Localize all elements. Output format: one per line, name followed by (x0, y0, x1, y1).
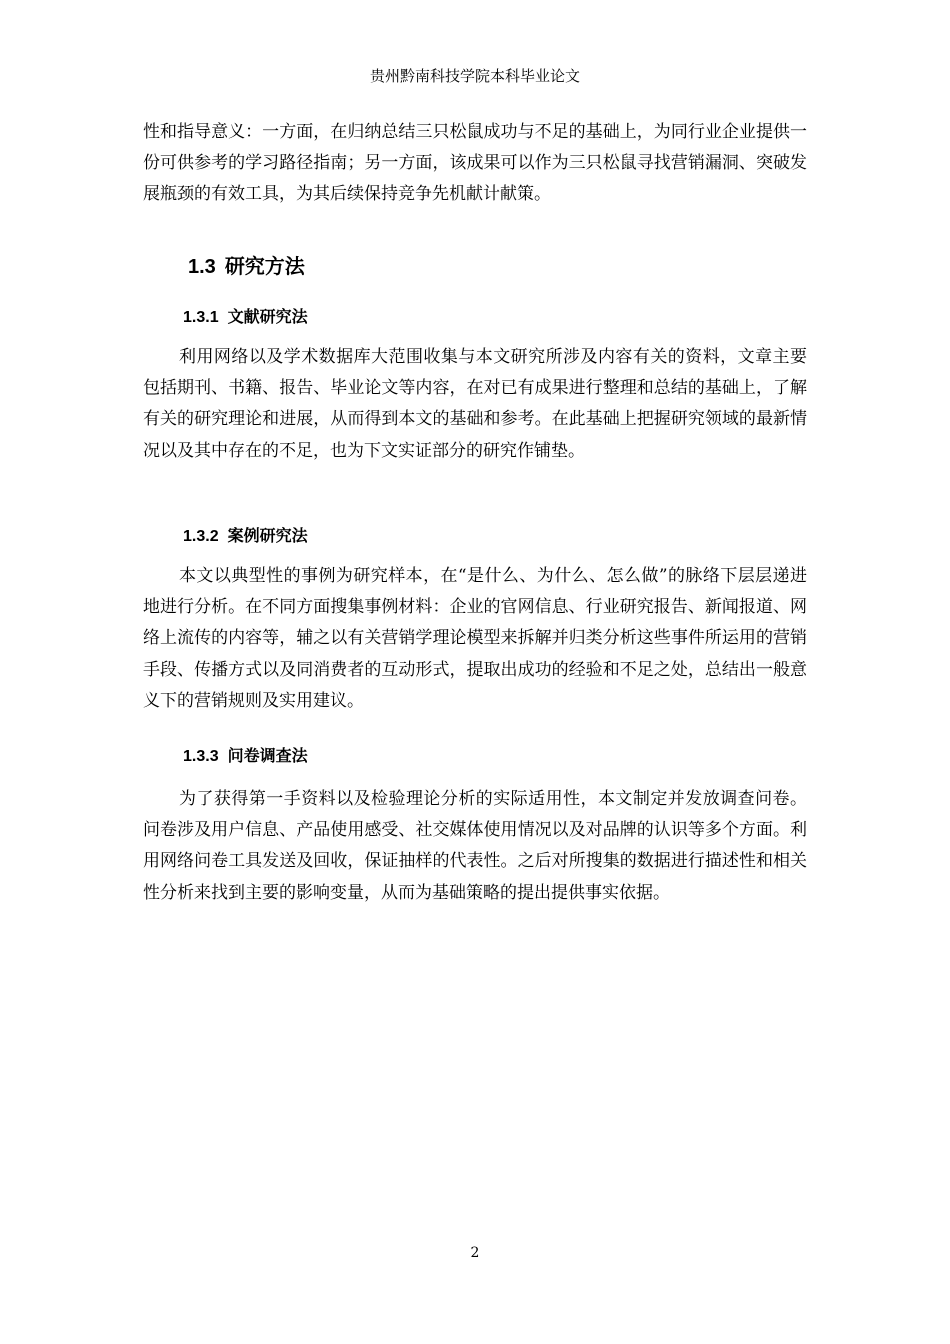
page-number: 2 (470, 1245, 480, 1261)
subsection-heading-1-3-1 (183, 306, 308, 330)
subsection-title: 文献研究法 (227, 309, 308, 326)
subsection-number: 1.3.1 (183, 309, 219, 326)
paragraph-case-study: 本文以典型性的事例为研究样本，在“是什么、为什么、怎么做”的脉络下层层递进地进行分析。在不同方面搜集事例材料：企业的官网信息、行业研究报告、新闻报道、网络上流传的内容等，辅之以有关营销学理论模型来拆解并归类分析这些事件所运用的营销手段、传播方式以及同消费者的互动形式，提取出成功的经验和不足之处，总结出一般意义下的营销规则及实用建议。 (143, 566, 807, 711)
running-header: 贵州黔南科技学院本科毕业论文 (369, 67, 580, 85)
section-number: 1.3 (188, 256, 216, 278)
subsection-heading-1-3-2 (183, 525, 308, 549)
subsection-number: 1.3.2 (183, 528, 219, 545)
subsection-title: 问卷调查法 (227, 748, 308, 765)
section-heading-1-3 (188, 253, 305, 281)
paragraph-questionnaire: 为了获得第一手资料以及检验理论分析的实际适用性，本文制定并发放调查问卷。问卷涉及用户信息、产品使用感受、社交媒体使用情况以及对品牌的认识等多个方面。利用网络问卷工具发送及回收，保证抽样的代表性。之后对所搜集的数据进行描述性和相关性分析来找到主要的影响变量，从而为基础策略的提出提供事实依据。 (143, 789, 807, 903)
subsection-heading-1-3-3 (183, 745, 308, 769)
paragraph-intro-continuation: 性和指导意义：一方面，在归纳总结三只松鼠成功与不足的基础上，为同行业企业提供一份可供参考的学习路径指南；另一方面，该成果可以作为三只松鼠寻找营销漏洞、突破发展瓶颈的有效工具，为其后续保持竞争先机献计献策。 (143, 122, 807, 205)
subsection-title: 案例研究法 (227, 528, 308, 545)
paragraph-literature-research: 利用网络以及学术数据库大范围收集与本文研究所涉及内容有关的资料，文章主要包括期刊、书籍、报告、毕业论文等内容，在对已有成果进行整理和总结的基础上，了解有关的研究理论和进展，从而得到本文的基础和参考。在此基础上把握研究领域的最新情况以及其中存在的不足，也为下文实证部分的研究作铺垫。 (143, 347, 807, 461)
subsection-number: 1.3.3 (183, 748, 219, 765)
section-title: 研究方法 (224, 256, 305, 278)
